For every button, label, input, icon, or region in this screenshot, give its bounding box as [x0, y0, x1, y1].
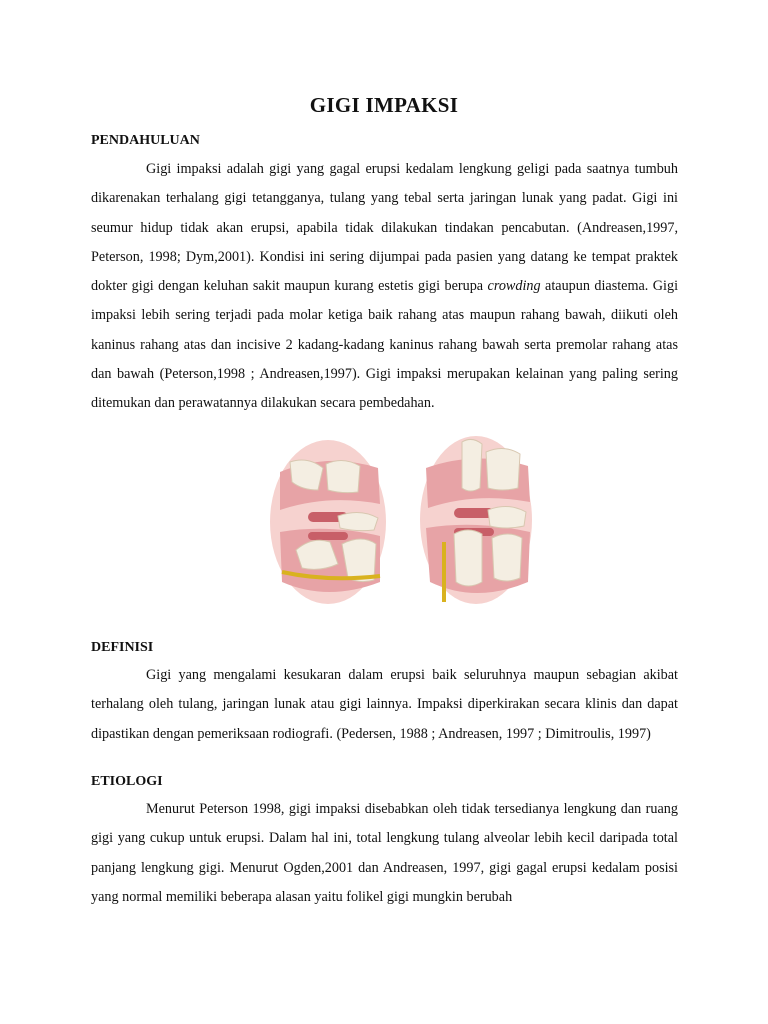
paragraph-definisi — [91, 661, 678, 749]
paragraph-definisi-text: Gigi yang mengalami kesukaran dalam erupsi baik seluruhnya maupun sebagian akibat terhalang oleh tulang, jaringan lunak atau gigi lainnya. Impaksi diperkirakan secara klinis dan dapat dipastikan dengan pemeriksaan rodiografi. (Pedersen, 1988 ; Andreasen, 1997 ; Dimitroulis, 1997) — [91, 667, 678, 742]
paragraph-pendahuluan-text-2: ataupun diastema. Gigi impaksi lebih sering terjadi pada molar ketiga baik rahang atas maupun rahang bawah, diikuti oleh kaninus rahang atas dan incisive 2 kadang-kadang kaninus rahang bawah serta premolar rahang atas dan bawah (Peterson,1998 ; Andreasen,1997). Gigi impaksi merupakan kelainan yang paling sering ditemukan dan perawatannya dilakukan secara pembedahan. — [91, 278, 679, 412]
heading-pendahuluan: PENDAHULUAN — [91, 133, 200, 148]
crowding-term: crowding — [487, 278, 541, 295]
left-jaw-illustration — [270, 440, 386, 604]
impacted-teeth-illustration — [268, 432, 538, 612]
page-title: GIGI IMPAKSI — [309, 93, 459, 117]
paragraph-pendahuluan-text-1: Gigi impaksi adalah gigi yang gagal erupsi kedalam lengkung geligi pada saatnya tumbuh dikarenakan terhalang gigi tetangganya, tulang yang tebal serta jaringan lunak yang padat. Gigi ini seumur hidup tidak akan erupsi, apabila tidak dilakukan tindakan pencabutan. (Andreasen,1997, Peterson, 1998; Dym,2001). Kondisi ini sering dijumpai pada pasien yang datang ke tempat praktek dokter gigi dengan keluhan sakit maupun kurang estetis gigi berupa — [91, 161, 678, 295]
paragraph-pendahuluan — [91, 155, 678, 419]
paragraph-etiologi-text: Menurut Peterson 1998, gigi impaksi disebabkan oleh tidak tersedianya lengkung dan ruang gigi yang cukup untuk erupsi. Dalam hal ini, total lengkung tulang alveolar lebih kecil daripada total panjang lengkung gigi. Menurut Ogden,2001 dan Andreasen, 1997, gigi gagal erupsi kedalam posisi yang normal memiliki beberapa alasan yaitu folikel gigi mungkin berubah — [91, 801, 678, 905]
right-jaw-illustration — [420, 436, 532, 604]
heading-etiologi: ETIOLOGI — [91, 774, 163, 789]
paragraph-etiologi — [91, 795, 678, 912]
heading-definisi: DEFINISI — [91, 640, 154, 655]
